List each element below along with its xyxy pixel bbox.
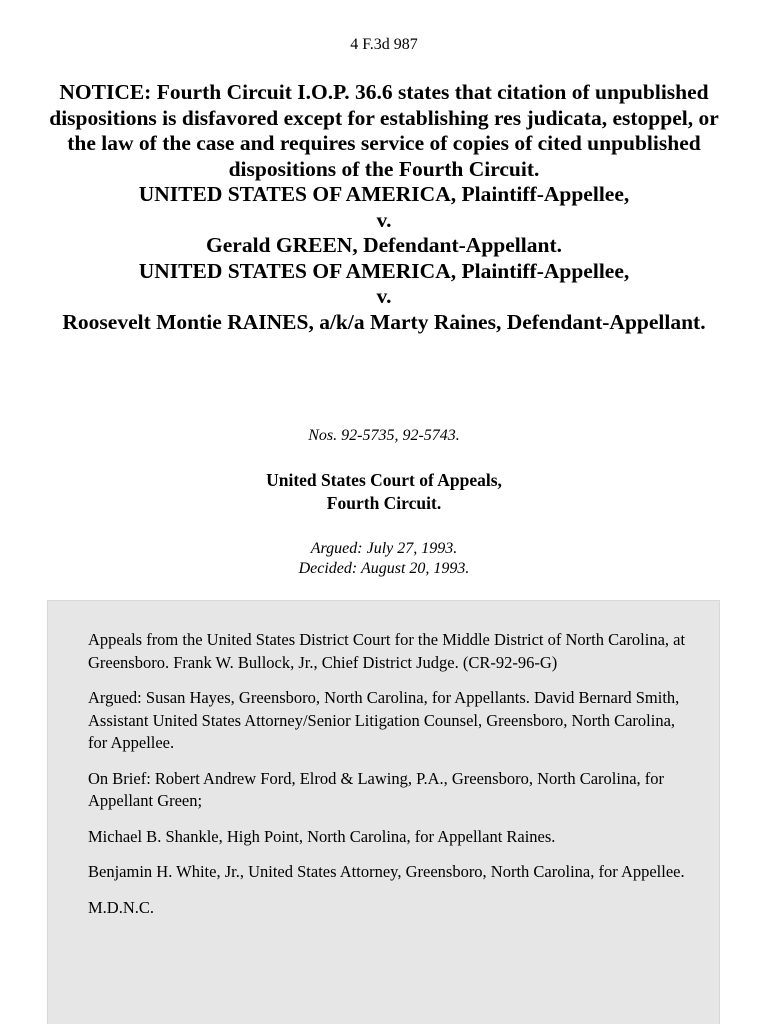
party-plaintiff-1: UNITED STATES OF AMERICA, Plaintiff-Appellee, [138,182,630,206]
case-info-panel [47,600,720,1024]
white-paragraph: Benjamin H. White, Jr., United States Attorney, Greensboro, North Carolina, for Appellee. [88,862,685,881]
versus-1: v. [376,207,392,232]
argued-counsel-paragraph: Argued: Susan Hayes, Greensboro, North Carolina, for Appellants. David Bernard Smith, Assistant United States Attorney/Senior Litigation Counsel, Greensboro, North Carolina, for Appellee. [88,688,680,752]
court-name-line-1: United States Court of Appeals, [266,470,502,490]
docket-numbers: Nos. 92-5735, 92-5743. [308,427,460,444]
case-caption [40,80,728,335]
argued-date: Argued: July 27, 1993. [310,540,458,557]
party-defendant-1: Gerald GREEN, Defendant-Appellant. [206,233,562,257]
court-name-line-2: Fourth Circuit. [326,493,442,513]
case-citation: 4 F.3d 987 [350,36,418,53]
case-dates [0,539,768,579]
shankle-paragraph: Michael B. Shankle, High Point, North Carolina, for Appellant Raines. [88,826,556,846]
court-name [0,469,768,515]
versus-2: v. [376,284,392,308]
case-info-content [88,629,688,932]
district-paragraph: M.D.N.C. [88,897,155,917]
decided-date: Decided: August 20, 1993. [298,560,470,577]
notice-text: NOTICE: Fourth Circuit I.O.P. 36.6 states that citation of unpublished dispositions is disfavored except for establishing res judicata, estoppel, or the law of the case and requires service of copies of cited unpublished dispositions of the Fourth Circuit. [49,80,719,181]
appeals-from-paragraph: Appeals from the United States District Court for the Middle District of North Carolina, at Greensboro. Frank W. Bullock, Jr., Chief District Judge. (CR-92-96-G) [88,630,686,672]
party-defendant-2: Roosevelt Montie RAINES, a/k/a Marty Raines, Defendant-Appellant. [62,309,706,334]
party-plaintiff-2: UNITED STATES OF AMERICA, Plaintiff-Appellee, [138,258,630,283]
on-brief-paragraph: On Brief: Robert Andrew Ford, Elrod & Lawing, P.A., Greensboro, North Carolina, for Appellant Green; [88,768,665,810]
